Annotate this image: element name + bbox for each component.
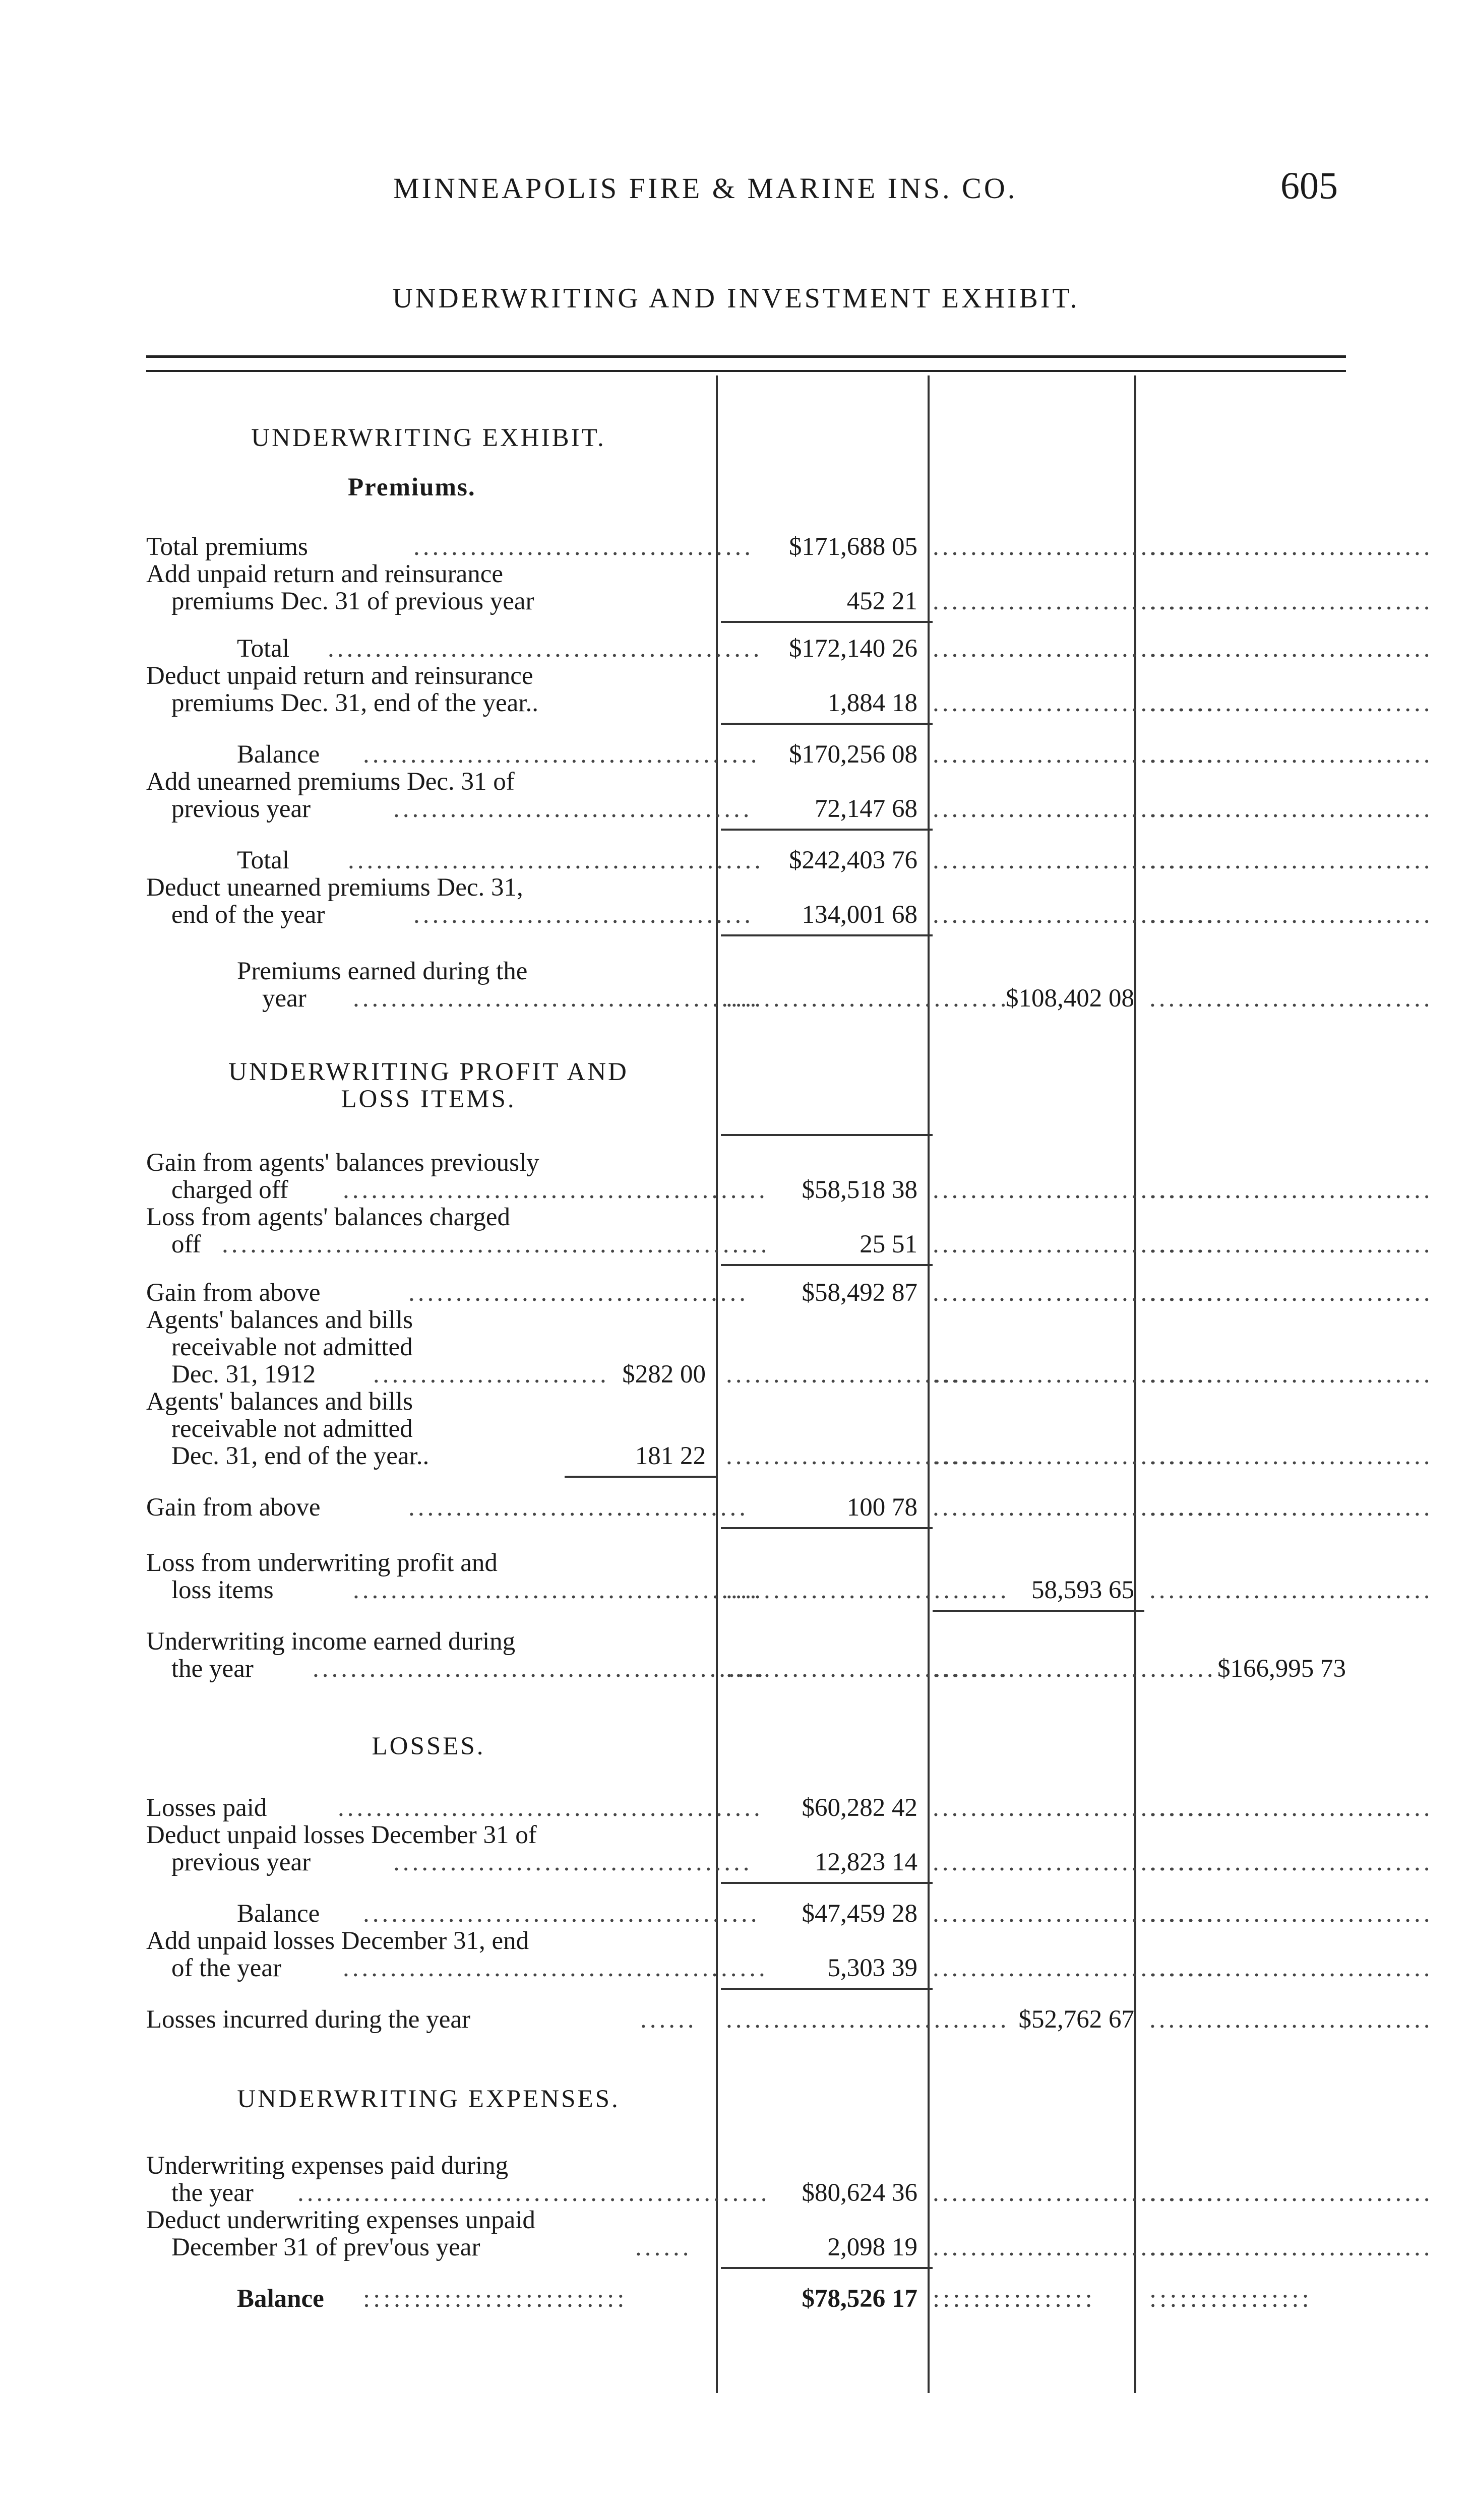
page-number: 605 xyxy=(1280,165,1338,207)
document-page: MINNEAPOLIS FIRE & MARINE INS. CO. 605 UNDERWRITING AND INVESTMENT EXHIBIT. UNDERWRITING EXHIBIT. Premiums. Total premiums .................................... $171,688 05 .............................. .............................. Add unpaid return and reinsurance premiums Dec. 31 of previous year 452 21 .............................. .............................. Total .............................................. $172,140 26 .............................. .............................. Deduct unpaid return and reinsurance premiums Dec. 31, end of the year.. 1,884 18 .............................. .............................. Balance .......................................... $170,256 08 .............................. .............................. Add unearned premiums Dec. 31 of previous year ...................................... 72,147 68 .............................. .............................. Total ............................................ $242,403 76 .............................. .............................. Deduct unearned premiums Dec. 31, end of the year .................................... 134,001 68 .............................. .............................. Premiums earned during the year ........................................... .............................. $108,402 08 .............................. UNDERWRITING PROFIT AND LOSS ITEMS. Gain from agents' balances previously charged off ............................................. $58,518 38 .............................. .............................. Loss from agents' balances charged off .......................................................... 25 51 .............................. .............................. Gain from above .................................... $58,492 87 .............................. .............................. Agents' balances and bills receivable not admitted Dec. 31, 1912 ......................... $282 00 .............................. .............................. .............................. Agents' balances and bills receivable not admitted Dec. 31, end of the year.. 181 22 .............................. .............................. .............................. Gain from above .................................... 100 78 .............................. .............................. Loss from underwriting profit and loss items ........................................... .............................. 58,593 65 .............................. Underwriting income earned during the year ................................................ .............................. .............................. $166,995 73 LOSSES. Losses paid ............................................. $60,282 42 .............................. .............................. Deduct unpaid losses December 31 of previous year ...................................... 12,823 14 .............................. .............................. Balance .......................................... $47,459 28 .............................. .............................. Add unpaid losses December 31, end of the year ............................................. 5,303 39 .............................. .............................. Losses incurred during the year ...... .............................. $52,762 67 .............................. UNDERWRITING EXPENSES. Underwriting expenses paid during the year .................................................. $80,624 36 .............................. .............................. Deduct underwriting expenses unpaid December 31 of prev'ous year ...... 2,098 19 .............................. .............................. Balance :::::::::::::::::::::::::: $78,526 17 :::::::::::::::: :::::::::::::::: xyxy=(0,0,1472,2520)
column-divider xyxy=(716,375,718,2393)
running-title: MINNEAPOLIS FIRE & MARINE INS. CO. xyxy=(393,172,1018,205)
double-rule xyxy=(146,355,1346,372)
exhibit-title: UNDERWRITING AND INVESTMENT EXHIBIT. xyxy=(392,283,1080,314)
running-head xyxy=(0,160,1472,211)
